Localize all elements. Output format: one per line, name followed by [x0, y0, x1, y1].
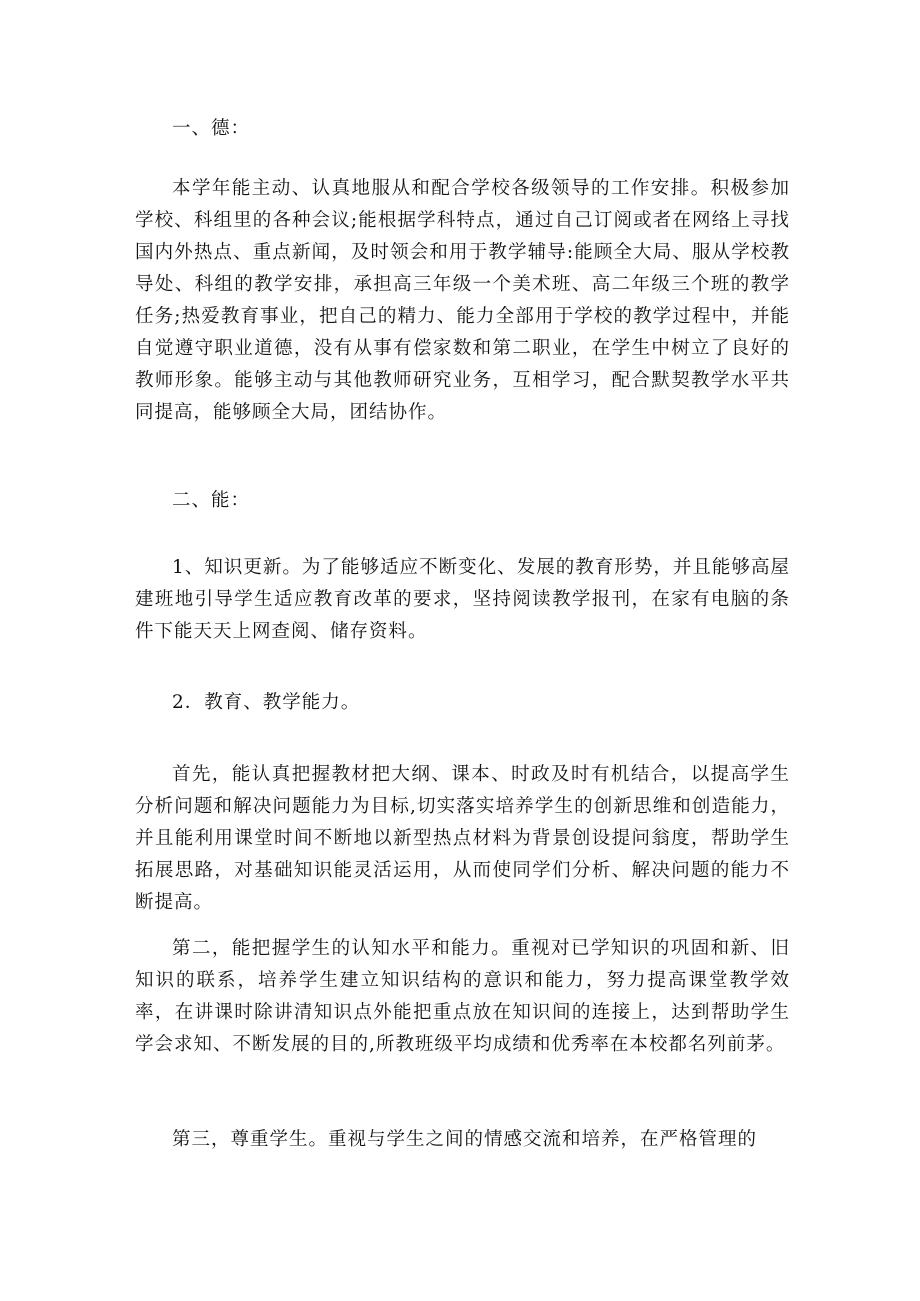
paragraph-first: 首先，能认真把握教材把大纲、课本、时政及时有机结合，以提高学生分析问题和解决问题能力为目标,切实落实培养学生的创新思维和创造能力，并且能利用课堂时间不断地以新型热点材料为背景创设提问翁度，帮助学生拓展思路，对基础知识能灵活运用，从而使同学们分析、解决问题的能力不断提高。	[135, 764, 790, 913]
section-heading-virtue: 一、德：	[172, 118, 251, 139]
section-heading-ability: 二、能：	[172, 490, 251, 511]
paragraph-teaching-ability: 2．教育、教学能力。	[172, 692, 361, 713]
paragraph-third: 第三，尊重学生。重视与学生之间的情感交流和培养，在严格管理的	[172, 1129, 758, 1150]
paragraph-knowledge-update: 1、知识更新。为了能够适应不断变化、发展的教育形势，并且能够高屋建班地引导学生适应教育改革的要求，坚持阅读教学报刊，在家有电脑的条件下能天天上网查阅、储存资料。	[135, 557, 790, 642]
paragraph-second: 第二，能把握学生的认知水平和能力。重视对已学知识的巩固和新、旧知识的联系，培养学生建立知识结构的意识和能力，努力提高课堂教学效率，在讲课时除讲清知识点外能把重点放在知识间的连接上，达到帮助学生学会求知、不断发展的目的,所教班级平均成绩和优秀率在本校都名列前茅。	[135, 938, 790, 1055]
paragraph-virtue: 本学年能主动、认真地服从和配合学校各级领导的工作安排。积极参加学校、科组里的各种会议;能根据学科特点，通过自己订阅或者在网络上寻找国内外热点、重点新闻，及时领会和用于教学辅导:能顾全大局、服从学校教导处、科组的教学安排，承担高三年级一个美术班、高二年级三个班的教学任务;热爱教育事业，把自己的精力、能力全部用于学校的教学过程中，并能自觉遵守职业道德，没有从事有偿家数和第二职业，在学生中树立了良好的教师形象。能够主动与其他教师研究业务，互相学习，配合默契教学水平共同提高，能够顾全大局，团结协作。	[135, 178, 790, 423]
